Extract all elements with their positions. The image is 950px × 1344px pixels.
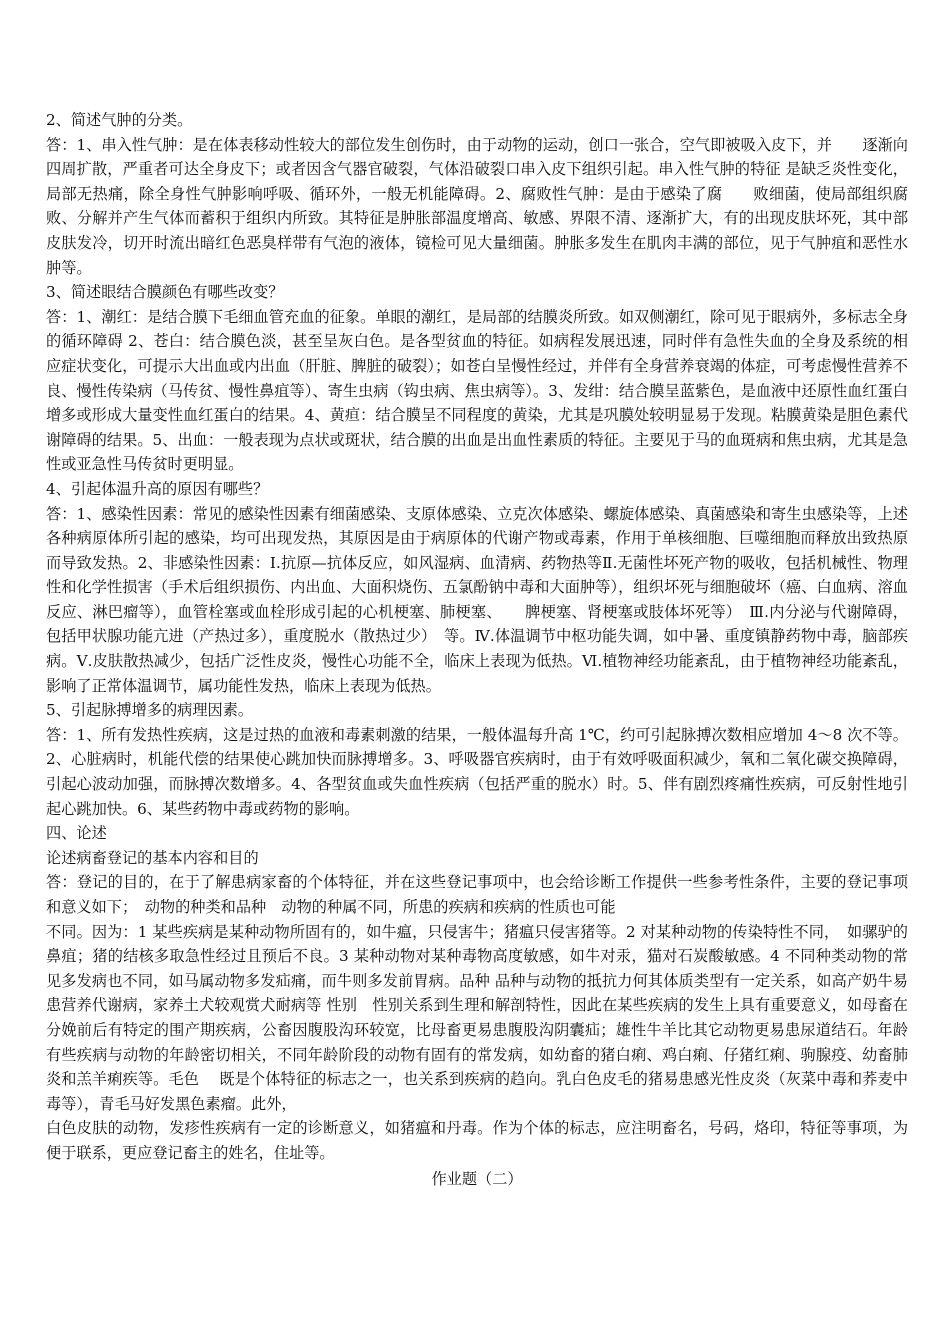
next-assignment-title: 作业题（二） <box>431 1169 523 1188</box>
question-2-heading: 2、简述气肿的分类。 <box>46 111 193 129</box>
question-4-heading: 4、引起体温升高的原因有哪些？ <box>46 479 269 498</box>
essay-answer-intro: 答：登记的目的，在于了解患病家畜的个体特征，并在这些登记事项中，也会给诊断工作提供一些参考性条件，主要的登记事项和意义如下； 动物的种类和品种 动物的种属不同，所患的疾病和疾病的性质也可能 <box>46 873 908 916</box>
answer-3-text: 答：1、潮红：是结合膜下毛细血管充血的征象。单眼的潮红，是局部的结膜炎所致。如双侧潮红，除可见于眼病外，多标志全身的循环障碍 2、苍白：结合膜色淡，甚至呈灰白色。是各型贫血的特征。如病程发展迅速，同时伴有急性失血的全身及系统的相应症状变化，可提示大出血或内出血（肝脏、脾脏的破裂）；如苍白呈慢性经过，并伴有全身营养衰竭的体症，可考虑慢性营养不良、慢性传染病（马传贫、慢性鼻疽等）、寄生虫病（钩虫病、焦虫病等）。3、发绀：结合膜呈蓝紫色，是血液中还原性血红蛋白增多或形成大量变性血红蛋白的结果。4、黄疸：结合膜呈不同程度的黄染，尤其是巩膜处较明显易于发现。粘膜黄染是胆色素代谢障碍的结果。5、出血：一般表现为点状或斑状，结合膜的出血是出血性素质的特征。主要见于马的血斑病和焦虫病，尤其是急性或亚急性马传贫时更明显。 <box>46 307 908 474</box>
answer-5-text: 答：1、所有发热性疾病，这是过热的血液和毒素刺激的结果，一般体温每升高 1℃，约可引起脉搏次数相应增加 4～8 次不等。2、心脏病时，机能代偿的结果使心跳加快而脉搏增多。3、呼吸器官疾病时，由于有效呼吸面积减少，氧和二氧化碳交换障碍，引起心波动加强，而脉搏次数增多。4、各型贫血或失血性疾病（包括严重的脱水）时。5、伴有剧烈疼痛性疾病，可反射性地引起心跳加快。6、某些药物中毒或药物的影响。 <box>46 725 908 818</box>
section-4-heading: 四、论述 <box>46 824 107 843</box>
document-page <box>46 108 929 1191</box>
question-5-heading: 5、引起脉搏增多的病理因素。 <box>46 701 254 720</box>
essay-answer-conclusion: 白色皮肤的动物，发疹性疾病有一定的诊断意义，如猪瘟和丹毒。作为个体的标志，应注明畜名，号码，烙印，特征等事项，为便于联系，更应登记畜主的姓名，住址等。 <box>46 1119 908 1162</box>
essay-question-heading: 论述病畜登记的基本内容和目的 <box>46 848 259 867</box>
answer-4-text: 答：1、感染性因素：常见的感染性因素有细菌感染、支原体感染、立克次体感染、螺旋体感染、真菌感染和寄生虫感染等，上述各种病原体所引起的感染，均可出现发热，其原因是由于病原体的代谢产物或毒素，作用于单核细胞、巨噬细胞而释放出致热原而导致发热。2、非感染性因素：Ⅰ.抗原—抗体反应，如风湿病、血清病、药物热等Ⅱ.无菌性坏死产物的吸收，包括机械性、物理性和化学性损害（手术后组织损伤、内出血、大面积烧伤、五氯酚钠中毒和大面肿等），组织坏死与细胞破坏（癌、白血病、溶血反应、淋巴瘤等），血管栓塞或血栓形成引起的心机梗塞、肺梗塞、 脾梗塞、肾梗塞或肢体坏死等） Ⅲ.内分泌与代谢障碍，包括甲状腺功能亢进（产热过多），重度脱水（散热过少） 等。Ⅳ.体温调节中枢功能失调，如中暑、重度镇静药物中毒，脑部疾病。Ⅴ.皮肤散热减少，包括广泛性皮炎，慢性心功能不全，临床上表现为低热。Ⅵ.植物神经功能紊乱，由于植物神经功能紊乱，影响了正常体温调节，属功能性发热，临床上表现为低热。 <box>46 504 908 695</box>
question-3-heading: 3、简述眼结合膜颜色有哪些改变？ <box>46 283 284 302</box>
essay-answer-body: 不同。因为：1 某些疾病是某种动物所固有的，如牛瘟，只侵害牛；猪瘟只侵害猪等。2 对某种动物的传染特性不同， 如骡驴的鼻疽；猪的结核多取急性经过且预后不良。3 某种动物对某种毒物高度敏感，如牛对汞，猫对石炭酸敏感。4 不同种类动物的常见多发病也不同，如马属动物多发疝痛，而牛则多发前胃病。品种 品种与动物的抵抗力何其体质类型有一定关系，如高产奶牛易患营养代谢病，家养土犬较观赏犬耐病等 性别 性别关系到生理和解剖特性，因此在某些疾病的发生上具有重要意义，如母畜在分娩前后有特定的围产期疾病，公畜因腹股沟环较宽，比母畜更易患腹股沟阴囊疝；雄性牛羊比其它动物更易患尿道结石。年龄 有些疾病与动物的年龄密切相关，不同年龄阶段的动物有固有的常发病，如幼畜的猪白痢、鸡白痢、仔猪红痢、驹腺疫、幼畜肺炎和羔羊痢疾等。毛色 既是个体特征的标志之一，也关系到疾病的趋向。乳白色皮毛的猪易患感光性皮炎（灰菜中毒和荞麦中毒等），青毛马好发黑色素瘤。此外， <box>46 922 929 1113</box>
answer-2-text: 答：1、串入性气肿：是在体表移动性较大的部位发生创伤时，由于动物的运动，创口一张合，空气即被吸入皮下，并 逐渐向四周扩散，严重者可达全身皮下；或者因含气器官破裂，气体沿破裂口串入皮下组织引起。串入性气肿的特征 是缺乏炎性变化，局部无热痛，除全身性气肿影响呼吸、循环外，一般无机能障碍。2、腐败性气肿：是由于感染了腐 败细菌，使局部组织腐败、分解并产生气体而蓄积于组织内所致。其特征是肿胀部温度增高、敏感、界限不清、逐渐扩大，有的出现皮肤坏死，其中部皮肤发冷，切开时流出暗红色恶臭样带有气泡的液体，镜检可见大量细菌。肿胀多发生在肌肉丰满的部位，见于气肿疽和恶性水肿等。 <box>46 135 908 277</box>
